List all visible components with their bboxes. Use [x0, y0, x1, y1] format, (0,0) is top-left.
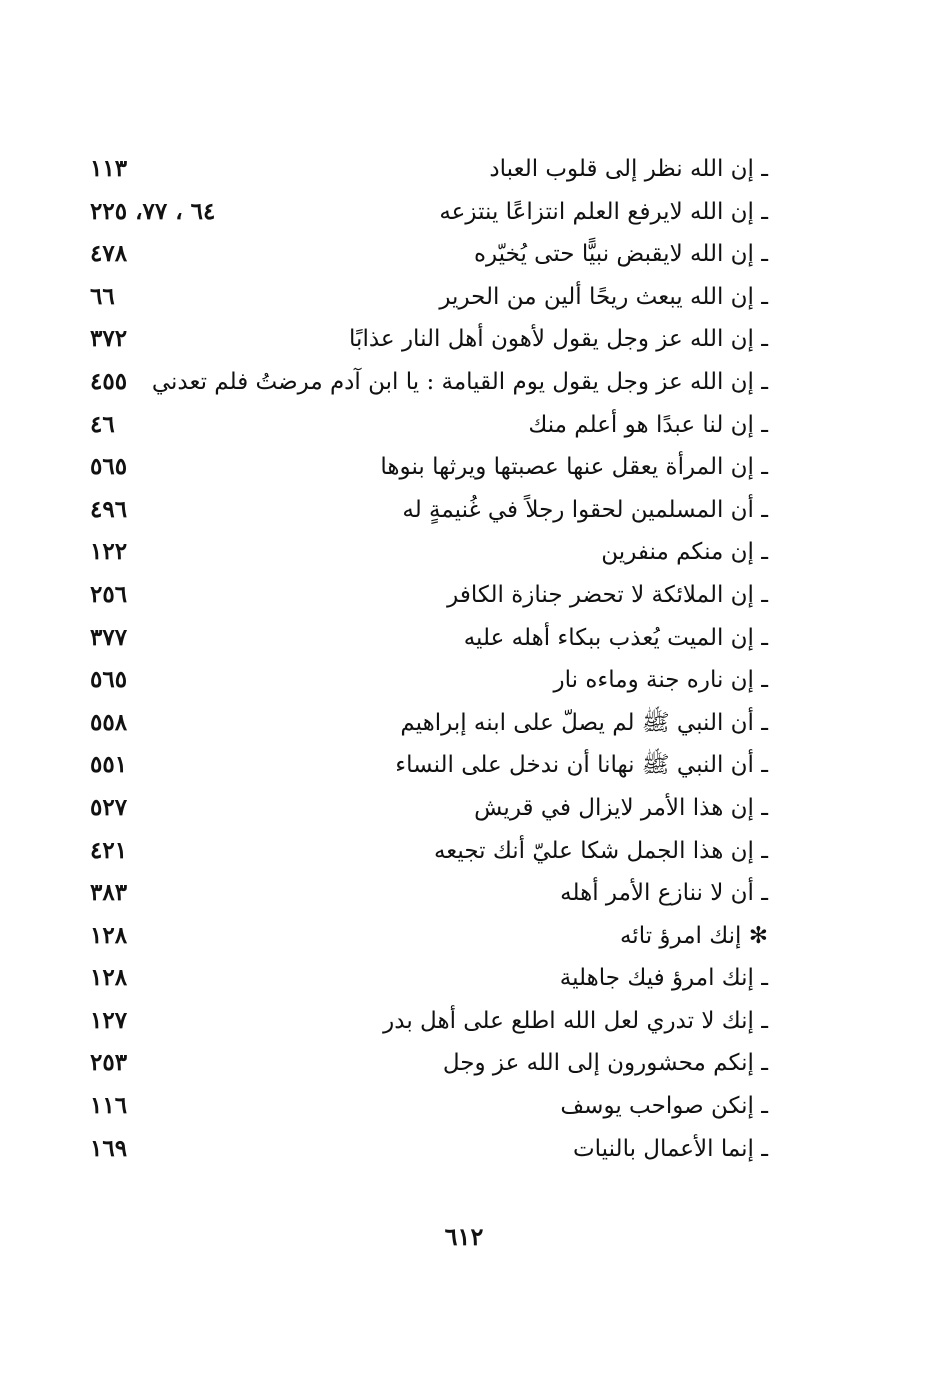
index-entry — [0, 787, 928, 830]
entry-text: ـ إن منكم منفرين — [601, 539, 768, 566]
page-number: ٦١٢ — [444, 1222, 484, 1251]
entry-text: ـ أن لا ننازع الأمر أهله — [560, 880, 768, 907]
index-entry — [0, 361, 928, 404]
entry-text: ـ إن الملائكة لا تحضر جنازة الكافر — [447, 581, 768, 608]
index-entry — [0, 404, 928, 447]
entry-text: ـ إنما الأعمال بالنيات — [573, 1135, 768, 1162]
index-entry — [0, 446, 928, 489]
index-entry — [0, 1085, 928, 1128]
entry-page-refs: ٥٥١ — [90, 751, 128, 779]
entry-text: ـ إن الله لايرفع العلم انتزاعًا ينتزعه — [439, 198, 768, 225]
entry-page-refs: ١٢٨ — [90, 964, 128, 992]
entry-text: ✻ إنك امرؤ تائه — [619, 922, 768, 949]
index-entry — [0, 531, 928, 574]
entry-text: ـ أن النبي ﷺ نهانا أن ندخل على النساء — [395, 752, 768, 779]
entry-page-refs: ٢٥٣ — [90, 1049, 128, 1077]
index-entry — [0, 872, 928, 915]
entry-page-refs: ٥٥٨ — [90, 708, 128, 736]
entry-page-refs: ٥٦٥ — [90, 453, 128, 481]
entry-page-refs: ٤٥٥ — [90, 367, 128, 395]
entry-page-refs: ٥٦٥ — [90, 666, 128, 694]
index-entry — [0, 191, 928, 234]
entry-text: ـ أن المسلمين لحقوا رجلاً في غُنيمةٍ له — [402, 496, 768, 523]
entry-page-refs: ٦٤ ، ٧٧، ٢٢٥ — [90, 197, 216, 225]
entry-text: ـ أن النبي ﷺ لم يصلّ على ابنه إبراهيم — [400, 709, 768, 736]
entry-text: ـ إنكم محشورون إلى الله عز وجل — [442, 1050, 768, 1077]
entry-page-refs: ١١٣ — [90, 155, 128, 182]
entry-page-refs: ١٢٧ — [90, 1006, 128, 1034]
entry-text: ـ إن الله يبعث ريحًا ألين من الحرير — [439, 283, 768, 310]
entry-text: ـ إن الله عز وجل يقول يوم القيامة : يا ابن آدم مرضتُ فلم تعدني — [151, 368, 768, 395]
index-entry — [0, 574, 928, 617]
entry-text: ـ إن الله لايقبض نبيًّا حتى يُخيّره — [473, 241, 768, 268]
hadith-index-list — [0, 148, 928, 1170]
entry-text: ـ إن الميت يُعذب ببكاء أهله عليه — [463, 624, 768, 651]
entry-text: ـ إن المرأة يعقل عنها عصبتها ويرثها بنوها — [380, 454, 768, 481]
entry-text: ـ إن هذا الأمر لايزال في قريش — [474, 794, 768, 821]
index-entry — [0, 1128, 928, 1171]
entry-text: ـ إن هذا الجمل شكا عليّ أنك تجيعه — [433, 837, 768, 864]
index-entry — [0, 915, 928, 958]
index-entry — [0, 830, 928, 873]
entry-page-refs: ٤٦ — [90, 410, 115, 438]
index-entry — [0, 489, 928, 532]
index-entry — [0, 659, 928, 702]
index-entry — [0, 1000, 928, 1043]
index-entry — [0, 617, 928, 660]
entry-text: ـ إنك امرؤ فيك جاهلية — [559, 965, 768, 992]
entry-page-refs: ٤٧٨ — [90, 240, 128, 268]
entry-text: ـ إنكن صواحب يوسف — [560, 1093, 768, 1120]
entry-page-refs: ١٢٢ — [90, 538, 128, 566]
entry-page-refs: ٣٨٣ — [90, 879, 128, 907]
entry-page-refs: ٣٧٢ — [90, 325, 128, 353]
entry-page-refs: ٥٢٧ — [90, 793, 128, 821]
entry-text: ـ إن الله عز وجل يقول لأهون أهل النار عذابًا — [349, 326, 768, 353]
index-entry — [0, 744, 928, 787]
entry-text: ـ إن الله نظر إلى قلوب العباد — [489, 156, 768, 182]
entry-page-refs: ١٢٨ — [90, 921, 128, 949]
index-entry — [0, 1042, 928, 1085]
entry-page-refs: ٦٦ — [90, 282, 115, 310]
entry-page-refs: ٢٥٦ — [90, 580, 128, 608]
index-entry — [0, 957, 928, 1000]
entry-page-refs: ٣٧٧ — [90, 623, 128, 651]
entry-page-refs: ٤٩٦ — [90, 495, 128, 523]
entry-page-refs: ٤٢١ — [90, 836, 128, 864]
index-entry — [0, 233, 928, 276]
index-entry — [0, 276, 928, 319]
entry-text: ـ إن لنا عبدًا هو أعلم منك — [528, 411, 768, 438]
index-entry — [0, 702, 928, 745]
index-entry — [0, 318, 928, 361]
entry-text: ـ إن ناره جنة وماءه نار — [553, 667, 768, 694]
entry-text: ـ إنك لا تدري لعل الله اطلع على أهل بدر — [383, 1007, 768, 1034]
index-entry — [0, 148, 928, 191]
entry-page-refs: ١٦٩ — [90, 1134, 128, 1162]
entry-page-refs: ١١٦ — [90, 1092, 128, 1120]
